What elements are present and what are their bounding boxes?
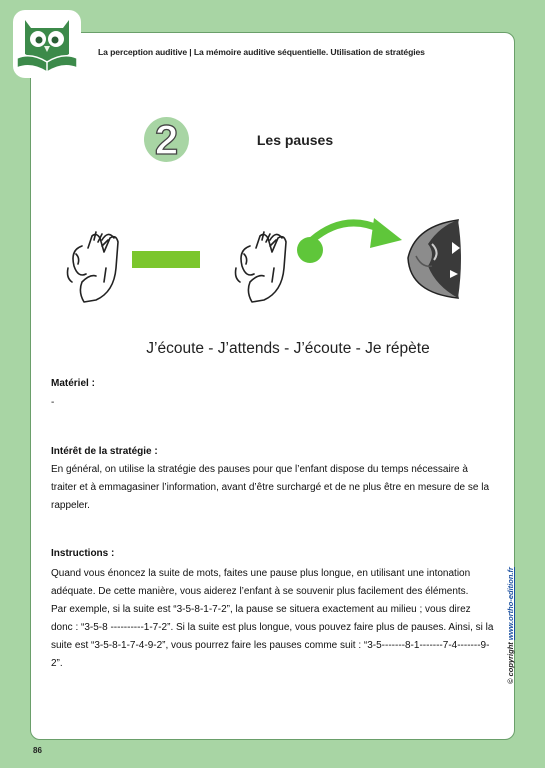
copyright-link[interactable]: www.ortho-edition.fr <box>506 567 515 641</box>
interet-text: En général, on utilise la stratégie des pauses pour que l’enfant dispose du temps nécessaire à traiter et à emmagasiner l’information, avant d’être surchargé et de ne plus être en mesure de se la rappeler. <box>51 464 490 511</box>
curved-arrow-icon <box>297 218 402 263</box>
page-header: La perception auditive | La mémoire auditive séquentielle. Utilisation de stratégies <box>98 47 425 57</box>
copyright-text: © copyright <box>506 642 515 684</box>
instructions-paragraph: Par exemple, si la suite est “3-5-8-1-7-2”, la pause se situera exactement au milieu ; vous direz donc : “3-5-8 ----------1-7-2”. Si la suite est plus longue, vous pouvez faire plus de pauses. Ainsi, si la suite est “3-5-8-1-7-4-9-2”, vous pourrez faire les pauses comme suit : “3-5-------8-1-------7-4-------9-2”. <box>51 604 494 669</box>
section-number: 2 <box>154 116 179 163</box>
strategy-tagline: J’écoute - J’attends - J’écoute - Je répète <box>146 340 430 357</box>
instructions-body <box>51 565 495 673</box>
materiel-label: Matériel : <box>51 378 95 389</box>
strategy-illustration <box>60 208 490 308</box>
page-number: 86 <box>33 746 42 755</box>
instructions-paragraph: Quand vous énoncez la suite de mots, faites une pause plus longue, en utilisant une intonation adéquate. De cette manière, vous aiderez l’enfant à se souvenir plus facilement des éléments. <box>51 568 471 597</box>
materiel-text: - <box>51 397 55 408</box>
ear-hand-icon <box>236 232 287 302</box>
ear-hand-icon <box>68 232 119 302</box>
mouth-speaking-icon <box>408 220 461 298</box>
interet-label: Intérêt de la stratégie : <box>51 446 158 457</box>
instructions-label: Instructions : <box>51 548 115 559</box>
copyright-notice <box>506 567 515 684</box>
section-title: Les pauses <box>256 132 334 148</box>
owl-book-logo-icon <box>7 6 87 82</box>
wait-bar <box>132 251 200 268</box>
